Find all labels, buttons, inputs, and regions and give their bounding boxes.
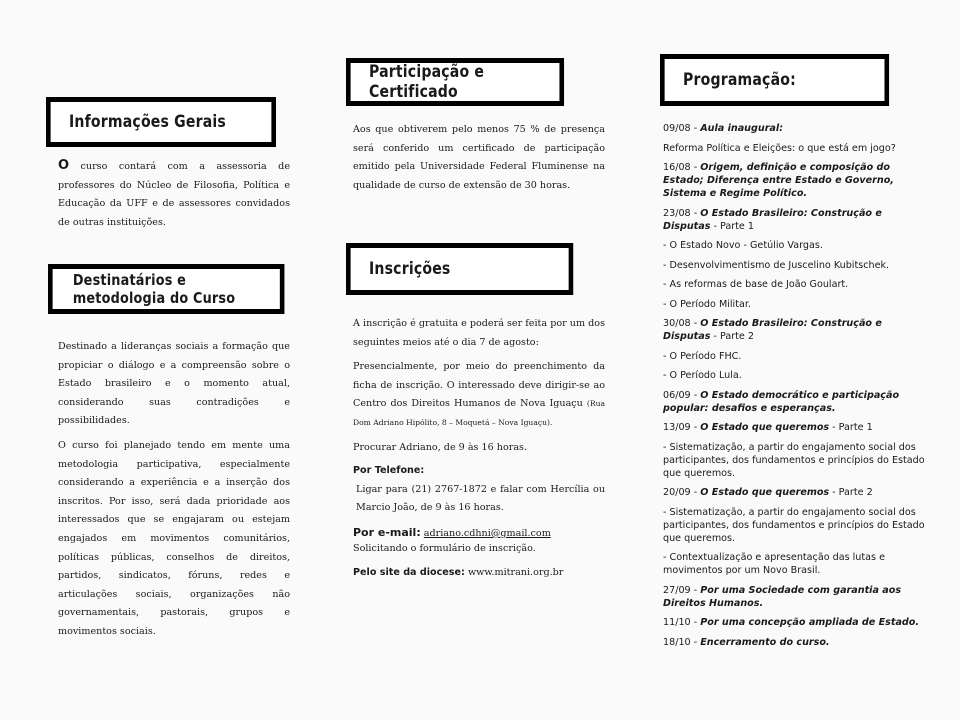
certificado-text	[353, 121, 605, 195]
inscricoes-title: Inscrições	[369, 259, 451, 279]
programacao-date: 06/09 -	[663, 389, 701, 401]
programacao-item	[663, 239, 931, 252]
programacao-item	[663, 317, 931, 343]
programacao-item	[663, 161, 931, 200]
programacao-item	[663, 616, 931, 629]
dest-paragraph-1: Destinado a lideranças sociais a formação que propiciar o diálogo e a compreensão sobre o Estado brasileiro e o momento atual, considerando suas contradições e possibilidades.	[58, 341, 290, 427]
programacao-item	[663, 122, 931, 135]
programacao-text: - Parte 2	[710, 331, 754, 342]
programacao-title: Programação:	[683, 70, 796, 90]
programacao-list	[663, 122, 931, 655]
programacao-title-text: O Estado que queremos	[700, 422, 830, 433]
insc-intro: A inscrição é gratuita e poderá ser feita por um dos seguintes meios até o dia 7 de agosto:	[353, 318, 605, 348]
programacao-text: - Contextualização e apresentação das lutas e movimentos por um Novo Brasil.	[663, 552, 885, 576]
insc-procurar: Procurar Adriano, de 9 às 16 horas.	[353, 441, 528, 453]
programacao-text: - Sistematização, a partir do engajamento social dos participantes, dos fundamentos e princípios do Estado que queremos.	[663, 506, 925, 544]
dest-paragraph-2: O curso foi planejado tendo em mente uma metodologia participativa, especialmente considerando a experiência e a inserção dos inscritos. Por isso, será dada prioridade aos interessados que se engajaram ou estejam engajados em movimentos comunitários, políticas públicas, conselhos de direitos, partidos, sindicatos, fóruns, redes e articulações sociais, organizações não governamentais, pastorais, grupos e movimentos sociais.	[58, 439, 290, 637]
phone-label: Por Telefone:	[353, 465, 425, 477]
programacao-date: 27/09 -	[663, 584, 701, 596]
programacao-title-text: Por uma concepção ampliada de Estado.	[700, 617, 920, 628]
programacao-title-text: Por uma Sociedade com garantia aos Direitos Humanos.	[663, 584, 902, 609]
programacao-item	[663, 350, 931, 363]
programacao-title-text: O Estado que queremos	[700, 487, 830, 498]
programacao-item	[663, 259, 931, 272]
programacao-title-text: O Estado Brasileiro: Construção e Disputas	[663, 207, 882, 232]
programacao-text: - Parte 1	[829, 422, 873, 433]
programacao-item	[663, 278, 931, 291]
programacao-date: 09/08 -	[663, 123, 701, 134]
destinatarios-title: Destinatários e metodologia do Curso	[72, 271, 236, 307]
programacao-heading-box	[660, 54, 889, 106]
programacao-text: - O Período Lula.	[663, 370, 742, 381]
email-link[interactable]: adriano.cdhni@gmail.com	[423, 527, 551, 539]
programacao-item	[663, 298, 931, 311]
inscricoes-heading-box	[346, 243, 573, 295]
programacao-item	[663, 486, 931, 499]
site-line	[353, 564, 605, 583]
programacao-text: - As reformas de base de João Goulart.	[663, 279, 849, 290]
programacao-item	[663, 441, 931, 480]
insc-presencial: Presencialmente, por meio do preenchimento da ficha de inscrição. O interessado deve dirigir-se ao Centro dos Direitos Humanos de Nova Iguaçu	[353, 361, 605, 410]
programacao-item	[663, 551, 931, 577]
programacao-text: Reforma Política e Eleições: o que está em jogo?	[663, 142, 896, 154]
programacao-date: 16/08 -	[663, 162, 701, 173]
programacao-item	[663, 421, 931, 434]
inscricoes-text	[353, 315, 605, 583]
programacao-date: 18/10 -	[663, 636, 701, 648]
email-label: Por e-mail:	[353, 525, 421, 539]
programacao-text: - Parte 2	[829, 487, 873, 498]
certificado-heading-box	[346, 58, 564, 106]
info-first-letter: O	[58, 158, 70, 173]
programacao-item	[663, 142, 931, 155]
programacao-title-text: Origem, definição e composição do Estado; Diferença entre Estado e Governo, Sistema e Regime Político.	[663, 162, 894, 199]
insc-address: (Rua Dom Adriano Hipólito, 8 – Moquetá – Nova Iguaçu).	[353, 399, 605, 427]
programacao-item	[663, 636, 931, 649]
destinatarios-heading-box	[48, 264, 284, 314]
insc-presencial-para	[353, 358, 605, 432]
programacao-text: - Sistematização, a partir do engajamento social dos participantes, dos fundamentos e princípios do Estado que queremos.	[663, 441, 925, 479]
programacao-item	[663, 584, 931, 610]
phone-text: Ligar para (21) 2767-1872 e falar com Hercília ou Marcio João, de 9 às 16 horas.	[356, 483, 605, 514]
programacao-title-text: O Estado democrático e participação popular: desafios e esperanças.	[663, 389, 900, 414]
programacao-date: 13/09 -	[663, 422, 701, 433]
info-body: curso contará com a assessoria de professores do Núcleo de Filosofia, Política e Educação da UFF e de assessores convidados de outras instituições.	[58, 161, 290, 228]
info-gerais-title: Informações Gerais	[69, 112, 227, 132]
programacao-item	[663, 207, 931, 233]
programacao-text: - O Período FHC.	[663, 350, 742, 362]
site-link[interactable]: www.mitrani.org.br	[467, 567, 564, 579]
programacao-date: 11/10 -	[663, 617, 701, 628]
certificado-title: Participação e Certificado	[369, 62, 485, 102]
programacao-date: 23/08 -	[663, 207, 701, 219]
programacao-item	[663, 369, 931, 382]
destinatarios-text	[58, 338, 290, 642]
programacao-text: - Desenvolvimentismo de Juscelino Kubitschek.	[663, 259, 890, 271]
programacao-date: 30/08 -	[663, 318, 701, 329]
programacao-date: 20/09 -	[663, 487, 701, 498]
programacao-text: - O Período Militar.	[663, 298, 751, 310]
programacao-item	[663, 506, 931, 545]
programacao-title-text: Aula inaugural:	[700, 123, 784, 134]
site-label: Pelo site da diocese:	[353, 567, 465, 579]
programacao-text: - O Estado Novo - Getúlio Vargas.	[663, 240, 823, 251]
programacao-title-text: O Estado Brasileiro: Construção e Disputas	[663, 318, 882, 342]
info-gerais-text	[58, 157, 290, 232]
info-gerais-heading-box	[46, 97, 276, 147]
programacao-text: - Parte 1	[710, 220, 754, 232]
email-note: Solicitando o formulário de inscrição.	[353, 542, 536, 554]
programacao-title-text: Encerramento do curso.	[700, 636, 830, 648]
cert-body: Aos que obtiverem pelo menos 75 % de presença será conferido um certificado de participação emitido pela Universidade Federal Fluminense na qualidade de curso de extensão de 30 horas.	[353, 124, 605, 191]
programacao-item	[663, 389, 931, 415]
